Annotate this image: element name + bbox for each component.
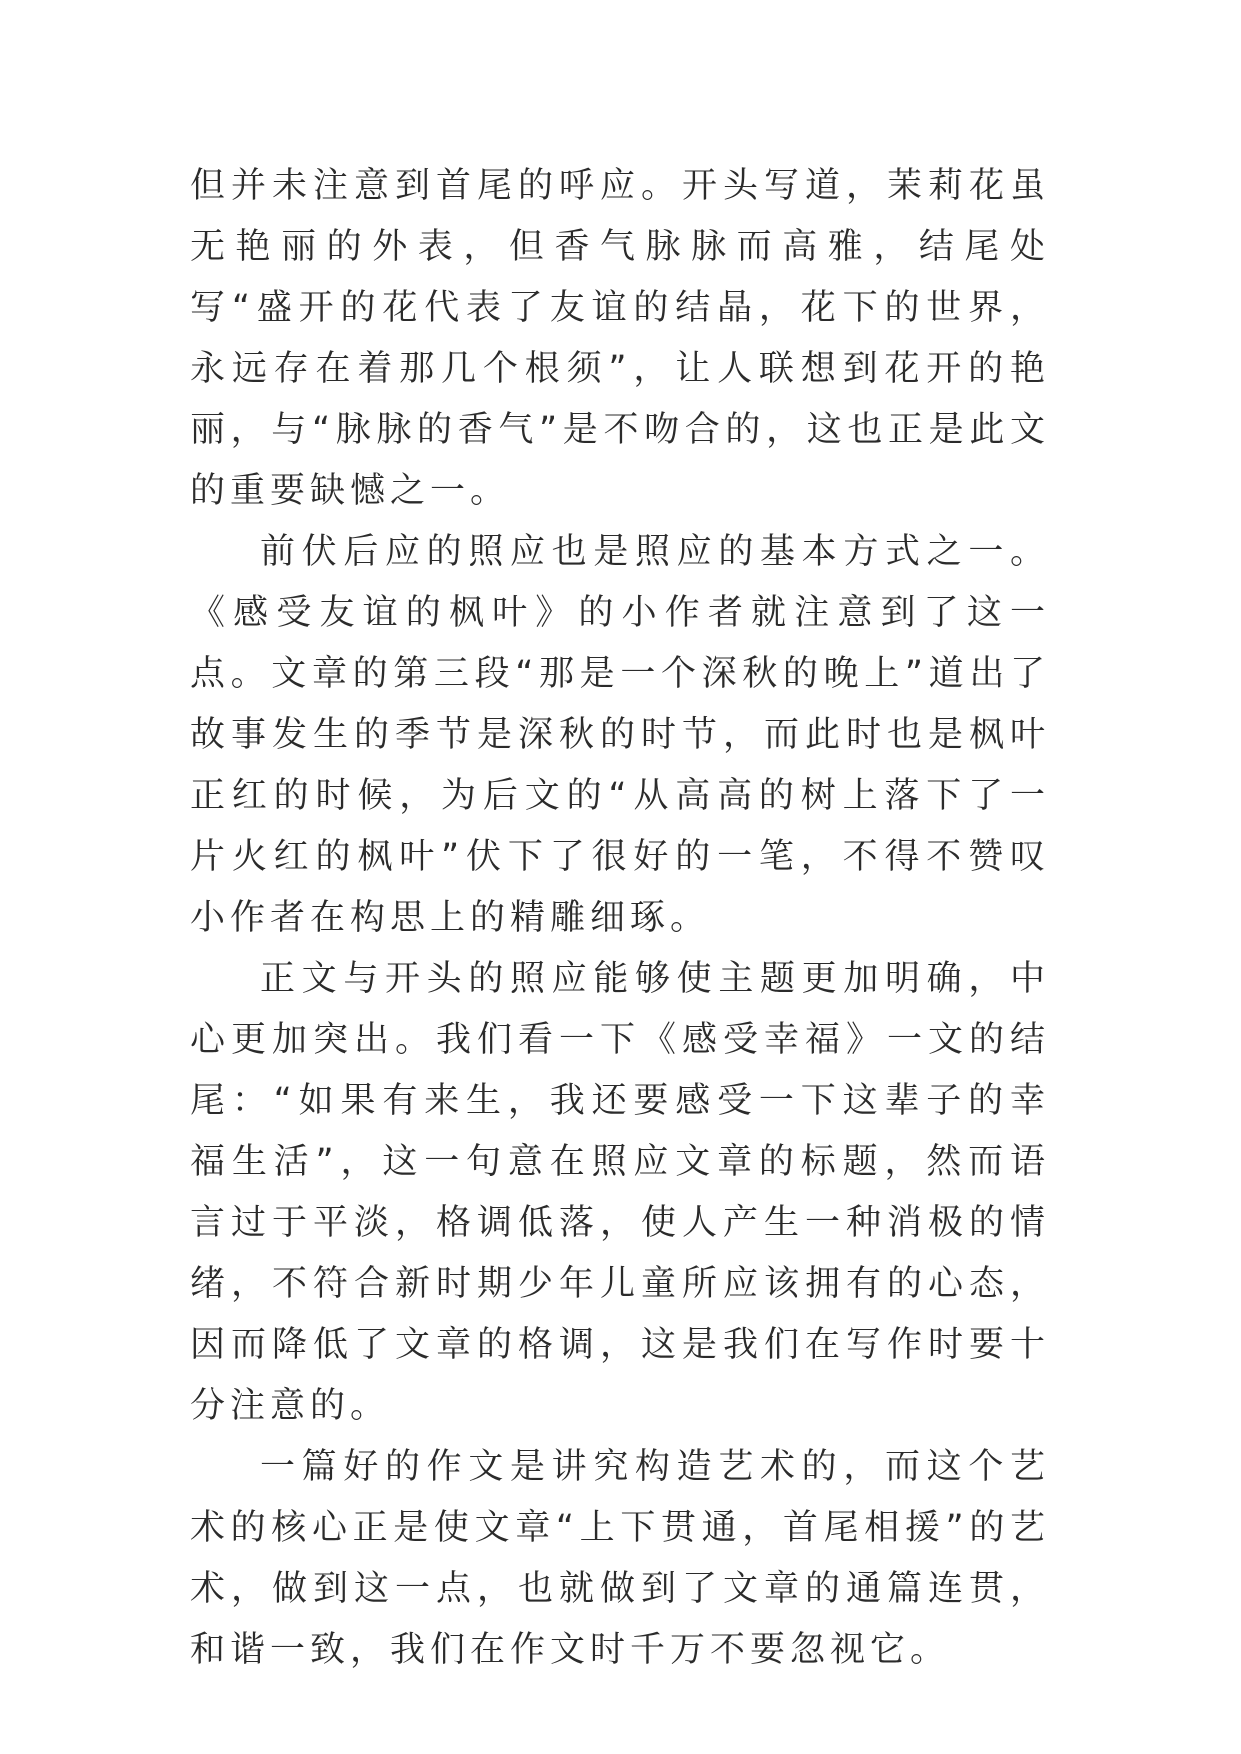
paragraph-conclusion: 一篇好的作文是讲究构造艺术的，而这个艺术的核心正是使文章“上下贯通，首尾相援”的艺术，做到这一点，也就做到了文章的通篇连贯，和谐一致，我们在作文时千万不要忽视它。 <box>190 1447 1050 1670</box>
paragraph-continuation: 但并未注意到首尾的呼应。开头写道，茉莉花虽无艳丽的外表，但香气脉脉而高雅，结尾处写“盛开的花代表了友谊的结晶，花下的世界，永远存在着那几个根须”，让人联想到花开的艳丽，与“脉脉的香气”是不吻合的，这也正是此文的重要缺憾之一。 <box>190 166 1050 511</box>
paragraph-title-echo: 正文与开头的照应能够使主题更加明确，中心更加突出。我们看一下《感受幸福》一文的结尾：“如果有来生，我还要感受一下这辈子的幸福生活”，这一句意在照应文章的标题，然而语言过于平淡，格调低落，使人产生一种消极的情绪，不符合新时期少年儿童所应该拥有的心态，因而降低了文章的格调，这是我们在写作时要十分注意的。 <box>190 959 1050 1426</box>
paragraph-foreshadowing: 前伏后应的照应也是照应的基本方式之一。《感受友谊的枫叶》的小作者就注意到了这一点。文章的第三段“那是一个深秋的晚上”道出了故事发生的季节是深秋的时节，而此时也是枫叶正红的时候，为后文的“从高高的树上落下了一片火红的枫叶”伏下了很好的一笔，不得不赞叹小作者在构思上的精雕细琢。 <box>190 532 1050 938</box>
document-body <box>190 156 1050 1681</box>
